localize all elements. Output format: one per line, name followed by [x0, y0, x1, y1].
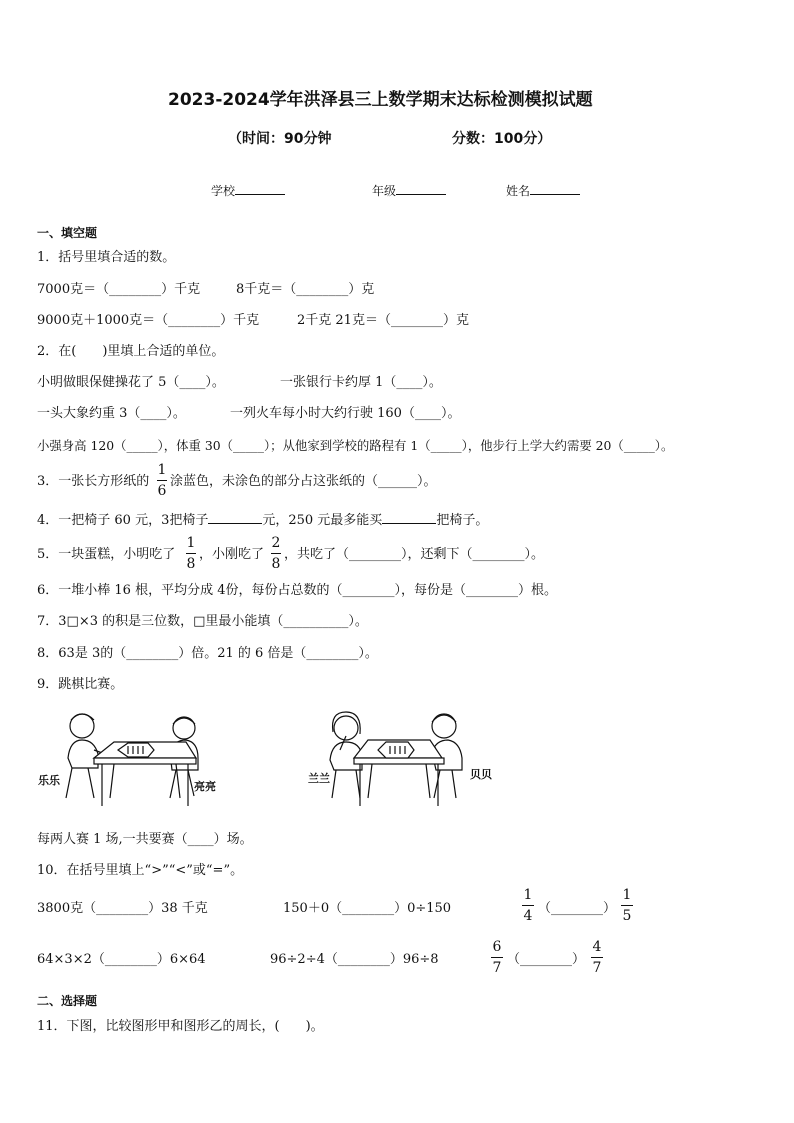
- q10-r2-fraction-1: [491, 939, 503, 976]
- q2-b: 一张银行卡约厚 1（____）。: [280, 375, 442, 390]
- section1-title: 一、填空题: [37, 226, 98, 240]
- q8: 8．63是 3的（________）倍。21 的 6 倍是（________）。: [37, 646, 378, 661]
- q10-r1-f2-numerator: 1: [622, 887, 632, 903]
- q10-r1-fraction-2: [621, 887, 633, 924]
- exam-time: （时间：90分钟: [228, 131, 332, 147]
- q4-blank-1[interactable]: [208, 511, 262, 524]
- q10-r1-f1-denominator: 4: [523, 908, 533, 924]
- q4-part-b: 元，250 元最多能买: [262, 513, 383, 528]
- q10-r1-f2-denominator: 5: [622, 908, 632, 924]
- q1-b: 8千克＝（________）克: [236, 282, 375, 297]
- q3-before: 3．一张长方形纸的: [37, 474, 150, 489]
- q4-part-c: 把椅子。: [436, 513, 489, 528]
- fraction-bar: [186, 553, 196, 554]
- q10-r2b: 96÷2÷4（________）96÷8: [270, 952, 439, 967]
- q1-stem: 1．括号里填合适的数。: [37, 250, 176, 265]
- q5-fraction-1-denominator: 8: [186, 556, 196, 572]
- grade-label: 年级: [372, 184, 397, 198]
- checkers-illustration-1: [36, 706, 226, 810]
- q10-r1-f1-numerator: 1: [523, 887, 533, 903]
- q3-after: 涂蓝色，未涂色的部分占这张纸的（______）。: [170, 474, 437, 489]
- q5-fraction-2: [271, 535, 281, 572]
- q7: 7．3□×3 的积是三位数，□里最小能填（__________）。: [37, 614, 368, 629]
- q10-r2-f2-denominator: 7: [592, 960, 602, 976]
- q4-blank-2[interactable]: [382, 511, 436, 524]
- q3-fraction-numerator: 1: [157, 462, 167, 478]
- q10-r2-f1-denominator: 7: [492, 960, 502, 976]
- section2-title: 二、选择题: [37, 994, 98, 1008]
- q9-stem: 9．跳棋比赛。: [37, 677, 124, 692]
- name-label: 姓名: [506, 184, 531, 198]
- player-name-lanlan: 兰兰: [308, 772, 330, 785]
- fraction-bar: [271, 553, 281, 554]
- fraction-bar: [491, 957, 503, 958]
- name-blank[interactable]: [530, 182, 580, 195]
- q1-c: 9000克＋1000克＝（________）千克: [37, 313, 260, 328]
- q5-fraction-1: [186, 535, 196, 572]
- q4-part-a: 4．一把椅子 60 元，3把椅子: [37, 513, 209, 528]
- q5-part-c: ，共吃了（________），还剩下（________）。: [284, 547, 545, 562]
- player-name-liangliang: 亮亮: [194, 780, 216, 793]
- q10-r1a: 3800克（________）38 千克: [37, 901, 208, 916]
- q5-fraction-1-numerator: 1: [186, 535, 196, 551]
- exam-score: 分数：100分）: [452, 131, 552, 147]
- q6: 6．一堆小棒 16 根，平均分成 4份，每份占总数的（________），每份是（________）根。: [37, 583, 557, 598]
- q2-a: 小明做眼保健操花了 5（____）。: [37, 375, 225, 390]
- q1-d: 2千克 21克＝（________）克: [297, 313, 469, 328]
- checkers-illustration-2: [306, 706, 500, 810]
- grade-blank[interactable]: [396, 182, 446, 195]
- name-field: [506, 182, 580, 199]
- page-title: 2023-2024学年洪泽县三上数学期末达标检测模拟试题: [168, 90, 593, 110]
- fraction-bar: [157, 480, 167, 481]
- school-blank[interactable]: [235, 182, 285, 195]
- q5-fraction-2-numerator: 2: [271, 535, 281, 551]
- q3-fraction-denominator: 6: [157, 483, 167, 499]
- school-label: 学校: [211, 184, 236, 198]
- player-name-lele: 乐乐: [38, 774, 60, 787]
- q2-c: 一头大象约重 3（____）。: [37, 406, 186, 421]
- q10-r1b: 150＋0（________）0÷150: [283, 901, 452, 916]
- q10-r2-fraction-2: [591, 939, 603, 976]
- q5-fraction-2-denominator: 8: [271, 556, 281, 572]
- q2-d: 一列火车每小时大约行驶 160（____）。: [230, 406, 461, 421]
- school-field: [211, 182, 285, 199]
- q9-question: 每两人赛 1 场,一共要赛（____）场。: [37, 832, 253, 847]
- q5-part-a: 5．一块蛋糕，小明吃了: [37, 547, 176, 562]
- fraction-bar: [621, 905, 633, 906]
- q10-stem: 10．在括号里填上“>”“<”或“=”。: [37, 863, 244, 878]
- q5-part-b: ，小刚吃了: [199, 547, 265, 562]
- q10-r1-fraction-1: [522, 887, 534, 924]
- q10-r2c-blank: （________）: [507, 952, 586, 967]
- player-name-beibei: 贝贝: [470, 768, 492, 781]
- q10-r2a: 64×3×2（________）6×64: [37, 952, 206, 967]
- q4-line: [37, 511, 488, 529]
- q2-stem: 2．在( )里填上合适的单位。: [37, 344, 225, 359]
- fraction-bar: [591, 957, 603, 958]
- grade-field: [372, 182, 446, 199]
- q3-fraction: [157, 462, 167, 499]
- q10-r2-f2-numerator: 4: [592, 939, 602, 955]
- q10-r2-f1-numerator: 6: [492, 939, 502, 955]
- q10-r1c-blank: （________）: [538, 901, 617, 916]
- q2-e: 小强身高 120（_____），体重 30（_____）；从他家到学校的路程有 1（_____），他步行上学大约需要 20（_____）。: [37, 438, 674, 453]
- q1-a: 7000克＝（________）千克: [37, 282, 201, 297]
- fraction-bar: [522, 905, 534, 906]
- q11: 11．下图，比较图形甲和图形乙的周长，( )。: [37, 1019, 324, 1034]
